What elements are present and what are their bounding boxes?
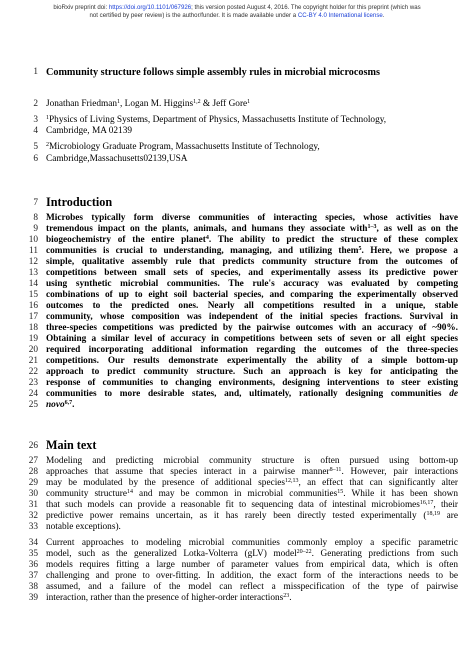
line-number: 30	[28, 489, 38, 499]
line-number: 19	[28, 334, 38, 344]
section-heading: Introduction	[46, 195, 113, 209]
line-number: 12	[28, 257, 38, 267]
line-text: Cambridge, MA 02139	[46, 126, 132, 136]
line-text: challenging and prone to over-fitting. In addition, the exact form of the interactions needs to be	[46, 571, 458, 581]
line-number: 38	[28, 582, 38, 592]
line-text: $^2$Microbiology Graduate Program, Massachusetts Institute of Technology,	[46, 142, 320, 152]
line-number: 24	[28, 389, 38, 399]
line-text: $^1$Physics of Living Systems, Department of Physics, Massachusetts Institute of Technology,	[46, 115, 387, 125]
line-number: 10	[28, 235, 38, 245]
line-number: 39	[28, 593, 38, 603]
line-text: community, whose composition was independent of the initial species fractions. Survival in	[46, 312, 458, 322]
line-text: competitions between small sets of species, and experimentally assess its predictive power	[46, 268, 458, 278]
line-text: Modeling and predicting microbial community structure is often pursued using bottom-up	[46, 456, 458, 466]
line-number: 37	[28, 571, 38, 581]
line-number: 16	[28, 301, 38, 311]
line-number: 4	[33, 126, 38, 136]
line-text: using synthetic microbial communities. The rule's accuracy was evaluated by competing	[46, 279, 458, 289]
line-text: Obtaining a similar level of accuracy in competitions between sets of seven or all eight species	[46, 334, 458, 344]
line-number: 3	[33, 115, 38, 125]
line-text: assumed, and a failure of the model can reflect a misspecification of the type of pairwise	[46, 582, 458, 592]
line-number: 27	[28, 456, 38, 466]
header-period: .	[382, 11, 385, 19]
line-text: predictive power remains uncertain, as it has rarely been directly tested experimentally ($^{18,19}$ are	[46, 511, 458, 521]
line-number: 31	[28, 500, 38, 510]
line-number: 26	[28, 441, 38, 451]
line-text: Jonathan Friedman$^1$, Logan M. Higgins$^{1,2}$ & Jeff Gore$^1$	[46, 99, 251, 109]
line-text: communities is crucial to understanding, managing, and utilizing them$^5$. Here, we propose a	[46, 246, 459, 256]
line-text: communities to more desirable states, and, ultimately, rationally designing communities de	[46, 389, 458, 399]
line-number: 7	[33, 198, 38, 208]
line-number: 33	[28, 522, 38, 532]
line-text: interaction, rather than the presence of higher-order interactions$^{23}$.	[46, 593, 292, 603]
line-text: approaches that assume that species interact in a pairwise manner$^{8-11}$. However, pair interactions	[46, 467, 458, 477]
header-license-text: not certified by peer review) is the author/funder. It is made available under a	[89, 11, 298, 19]
line-number: 2	[33, 99, 38, 109]
line-number: 6	[33, 154, 38, 164]
line-number: 11	[29, 246, 38, 256]
line-text: that such models can provide a reasonable fit to sequencing data of intestinal microbiomes$^{16,17}$, their	[46, 500, 458, 510]
line-number: 36	[28, 560, 38, 570]
line-number: 9	[33, 224, 38, 234]
doi-link[interactable]: https://doi.org/10.1101/067926	[108, 4, 192, 11]
line-text: competitions. Our results demonstrate experimentally the ability of a simple bottom-up	[46, 356, 458, 366]
header-line-2	[20, 12, 454, 20]
line-text: tremendous impact on the plants, animals, and humans they associate with$^{1-3}$, as well as on the	[46, 224, 458, 234]
line-text: novo$^{6,7}$.	[46, 400, 75, 410]
line-number: 25	[28, 400, 38, 410]
section-heading: Main text	[46, 438, 97, 452]
line-number: 29	[28, 478, 38, 488]
line-number: 17	[28, 312, 38, 322]
header-copyright: ; this version posted August 4, 2016. The copyright holder for this preprint (which was	[191, 4, 421, 11]
line-number: 20	[28, 345, 38, 355]
line-number: 21	[28, 356, 38, 366]
line-text: models requires fitting a large number of parameter values from empirical data, which is often	[46, 560, 458, 570]
line-number: 5	[33, 142, 38, 152]
line-number: 13	[28, 268, 38, 278]
header-prefix: bioRxiv preprint doi:	[53, 4, 109, 11]
line-text: approach to predict community structure. Such an approach is key for anticipating the	[46, 367, 458, 377]
line-text: Microbes typically form diverse communities of interacting species, whose activities have	[46, 213, 458, 223]
line-number: 28	[28, 467, 38, 477]
line-text: outcomes to the predicted ones. Nearly all competitions resulted in a unique, stable	[46, 301, 458, 311]
line-number: 23	[28, 378, 38, 388]
line-text: simple, qualitative assembly rule that predicts community structure from the outcomes of	[46, 257, 458, 267]
line-text: response of communities to changing environments, designing interventions to steer existing	[46, 378, 458, 388]
paper-title: Community structure follows simple assembly rules in microbial microcosms	[46, 67, 380, 78]
line-text: Current approaches to modeling microbial communities commonly employ a specific parametric	[46, 538, 458, 548]
line-text: three-species competitions was predicted by the pairwise outcomes with an accuracy of ~90%.	[46, 323, 458, 333]
line-number: 15	[28, 290, 38, 300]
line-number: 1	[33, 67, 38, 77]
line-text: Cambridge,Massachusetts02139,USA	[46, 154, 188, 164]
header-line-1	[20, 4, 454, 12]
line-text: community structure$^{14}$ and may be common in microbial communities$^{15}$. While it has been shown	[46, 489, 458, 499]
line-number: 8	[33, 213, 38, 223]
preprint-header	[20, 4, 454, 19]
line-text: combinations of up to eight soil bacterial species, and comparing the experimentally observed	[46, 290, 458, 300]
line-number: 34	[28, 538, 38, 548]
line-number: 22	[28, 367, 38, 377]
license-link[interactable]: CC-BY 4.0 International license	[297, 11, 383, 19]
line-text: model, such as the generalized Lotka-Volterra (gLV) model$^{20-22}$. Generating predictions from such	[46, 549, 458, 559]
line-text: required incorporating additional information regarding the outcomes of the three-species	[46, 345, 458, 355]
line-number: 35	[28, 549, 38, 559]
line-text: may be modulated by the presence of additional species$^{12,13}$, an effect that can significantly alter	[46, 478, 458, 488]
line-number: 18	[28, 323, 38, 333]
line-text: biogeochemistry of the entire planet$^4$. The ability to predict the structure of these complex	[46, 235, 459, 245]
line-number: 14	[28, 279, 38, 289]
line-number: 32	[28, 511, 38, 521]
line-text: notable exceptions).	[46, 522, 121, 532]
